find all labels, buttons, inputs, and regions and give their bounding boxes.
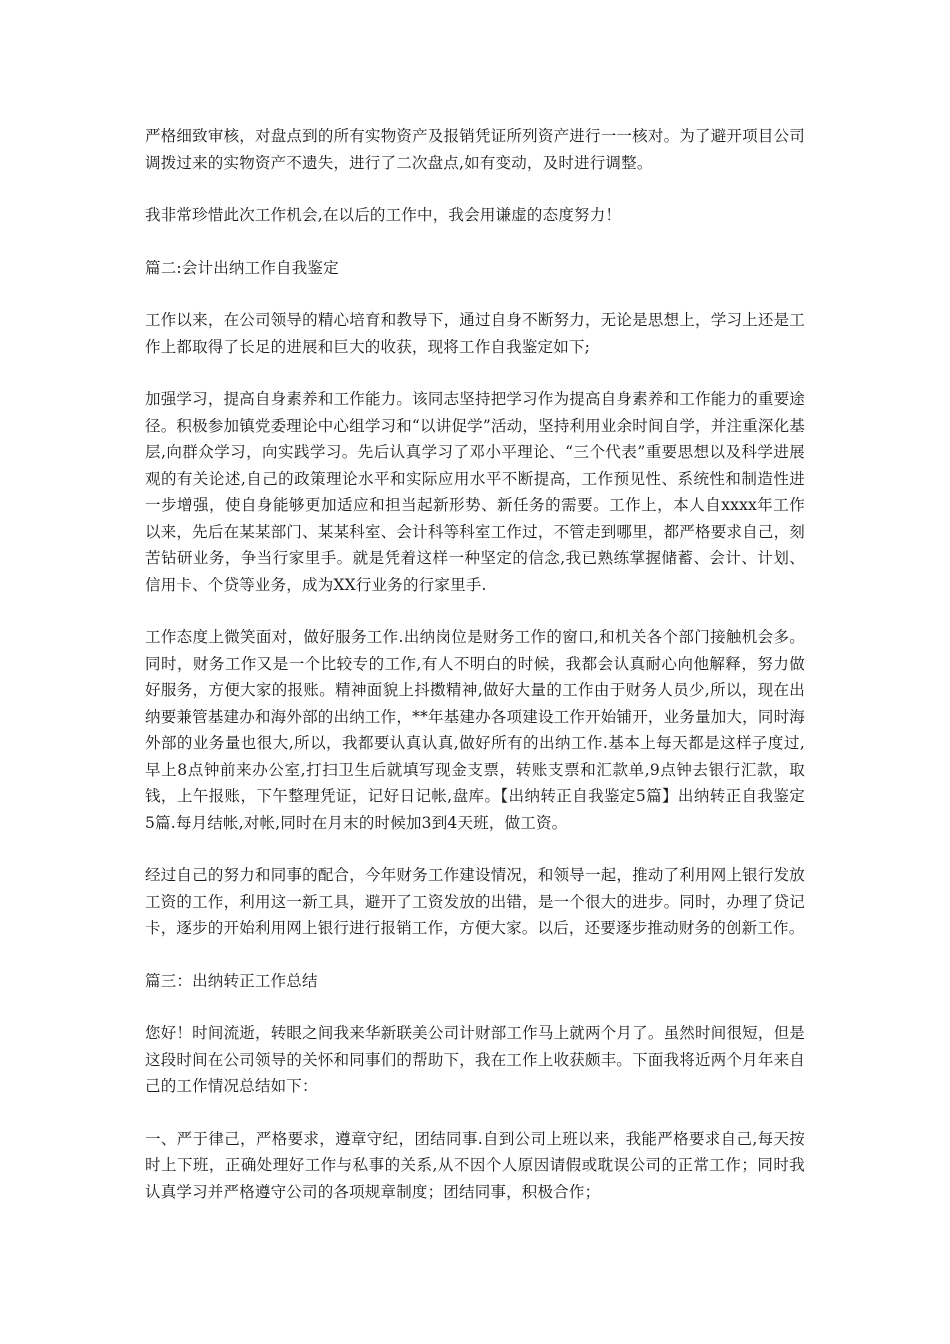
document-body [145,123,805,1231]
paragraph-study: 加强学习，提高自身素养和工作能力。该同志坚持把学习作为提高自身素养和工作能力的重要途径。积极参加镇党委理论中心组学习和“以讲促学”活动，坚持利用业余时间自学，并注重深化基层,向群众学习，向实践学习。先后认真学习了邓小平理论、“三个代表”重要思想以及科学进展观的有关论述,自己的政策理论水平和实际应用水平不断提高，工作预见性、系统性和制造性进一步增强，使自身能够更加适应和担当起新形势、新任务的需要。工作上，本人自xxxx年工作以来，先后在某某部门、某某科室、会计科等科室工作过，不管走到哪里，都严格要求自己，刻苦钻研业务，争当行家里手。就是凭着这样一种坚定的信念,我已熟练掌握储蓄、会计、计划、信用卡、个贷等业务，成为XX行业务的行家里手. [145,390,805,594]
paragraph-gratitude: 我非常珍惜此次工作机会,在以后的工作中，我会用谦虚的态度努力！ [145,206,622,224]
paragraph-asset-audit: 严格细致审核，对盘点到的所有实物资产及报销凭证所列资产进行一一核对。为了避开项目公司调拨过来的实物资产不遗失，进行了二次盘点,如有变动，及时进行调整。 [145,127,805,172]
section-heading-part-three: 篇三：出纳转正工作总结 [145,971,318,990]
section-heading-part-two: 篇二:会计出纳工作自我鉴定 [145,258,339,277]
paragraph-greeting: 您好！时间流逝，转眼之间我来华新联美公司计财部工作马上就两个月了。虽然时间很短，但是这段时间在公司领导的关怀和同事们的帮助下，我在工作上收获颇丰。下面我将近两个月年来自己的工作情况总结如下： [145,1024,805,1095]
paragraph-discipline: 一、严于律己，严格要求，遵章守纪，团结同事.自到公司上班以来，我能严格要求自己,每天按时上下班，正确处理好工作与私事的关系,从不因个人原因请假或耽误公司的正常工作；同时我认真学习并严格遵守公司的各项规章制度；团结同事，积极合作； [145,1129,805,1201]
paragraph-achievements: 经过自己的努力和同事的配合，今年财务工作建设情况，和领导一起，推动了利用网上银行发放工资的工作，利用这一新工具，避开了工资发放的出错，是一个很大的进步。同时，办理了贷记卡，逐步的开始利用网上银行进行报销工作，方便大家。以后，还要逐步推动财务的创新工作。 [145,866,805,937]
paragraph-work-attitude: 工作态度上微笑面对，做好服务工作.出纳岗位是财务工作的窗口,和机关各个部门接触机会多。同时，财务工作又是一个比较专的工作,有人不明白的时候，我都会认真耐心向他解释，努力做好服务，方便大家的报账。精神面貌上抖擞精神,做好大量的工作由于财务人员少,所以，现在出纳要兼管基建办和海外部的出纳工作，**年基建办各项建设工作开始铺开，业务量加大，同时海外部的业务量也很大,所以，我都要认真认真,做好所有的出纳工作.基本上每天都是这样子度过,早上8点钟前来办公室,打扫卫生后就填写现金支票，转账支票和汇款单,9点钟去银行汇款，取钱，上午报账，下午整理凭证，记好日记帐,盘库。【出纳转正自我鉴定5篇】出纳转正自我鉴定5篇.每月结帐,对帐,同时在月末的时候加3到4天班，做工资。 [145,628,805,832]
paragraph-intro: 工作以来，在公司领导的精心培育和教导下，通过自身不断努力，无论是思想上，学习上还是工作上都取得了长足的进展和巨大的收获，现将工作自我鉴定如下; [145,311,805,356]
